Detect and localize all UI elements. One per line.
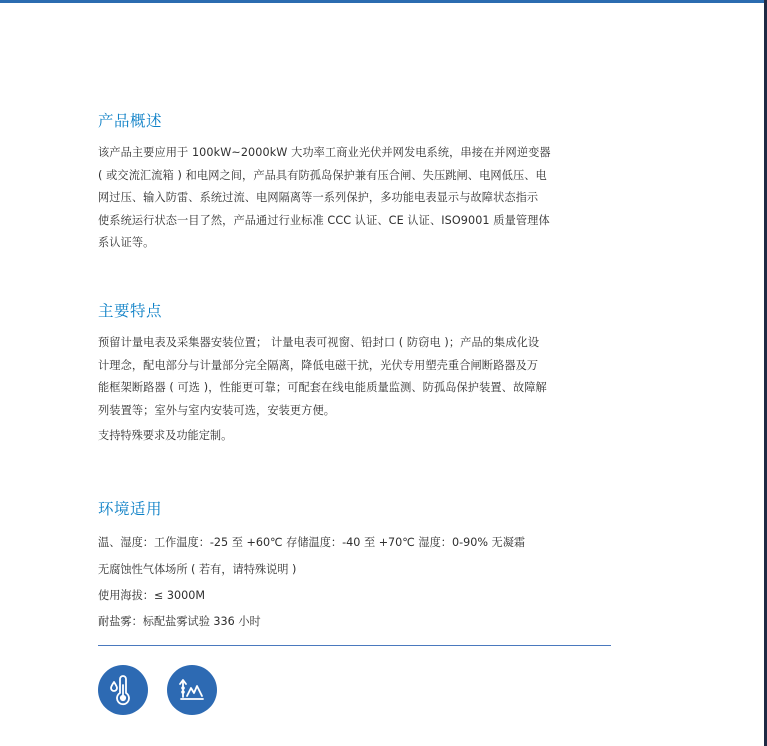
overview-line: 网过压、输入防雷、系统过流、电网隔离等一系列保护，多功能电表显示与故障状态指示 (98, 191, 539, 205)
overview-line: 使系统运行状态一目了然，产品通过行业标准 CCC 认证、CE 认证、ISO9001 质量管理体 (98, 213, 550, 227)
features-line: 预留计量电表及采集器安装位置； 计量电表可视窗、铅封口 ( 防窃电 )；产品的集成化设 (98, 336, 540, 349)
overview-line: 该产品主要应用于 100kW~2000kW 大功率工商业光伏并网发电系统，串接在并网逆变器 (98, 146, 551, 159)
environment-heading: 环境适用 (98, 500, 163, 518)
features-line: 计理念，配电部分与计量部分完全隔离，降低电磁干扰，光伏专用塑壳重合闸断路器及万 (98, 358, 539, 372)
environment-altitude: 使用海拔：≤ 3000M (98, 589, 205, 602)
overview-heading: 产品概述 (98, 112, 163, 130)
features-custom-note: 支持特殊要求及功能定制。 (98, 429, 233, 442)
thermometer-humidity-icon (98, 665, 148, 715)
section-divider (98, 645, 611, 646)
environment-salt-spray: 耐盐雾：标配盐雾试验 336 小时 (98, 615, 261, 628)
top-rule (0, 0, 767, 3)
overview-paragraph (98, 142, 618, 255)
features-line: 列装置等；室外与室内安装可选，安装更方便。 (98, 403, 336, 417)
features-heading: 主要特点 (98, 302, 163, 320)
overview-line: 系认证等。 (98, 236, 155, 250)
features-line: 能框架断路器 ( 可选 )，性能更可靠；可配套在线电能质量监测、防孤岛保护装置、故障解 (98, 381, 547, 395)
altitude-icon (167, 665, 217, 715)
features-paragraph (98, 332, 618, 422)
overview-line: ( 或交流汇流箱 ) 和电网之间，产品具有防孤岛保护兼有压合闸、失压跳闸、电网低压、电 (98, 168, 547, 182)
environment-temperature-humidity: 温、湿度：工作温度：-25 至 +60℃ 存储温度：-40 至 +70℃ 湿度：0-90% 无凝霜 (98, 536, 526, 549)
environment-corrosion: 无腐蚀性气体场所 ( 若有，请特殊说明 ) (98, 563, 297, 576)
